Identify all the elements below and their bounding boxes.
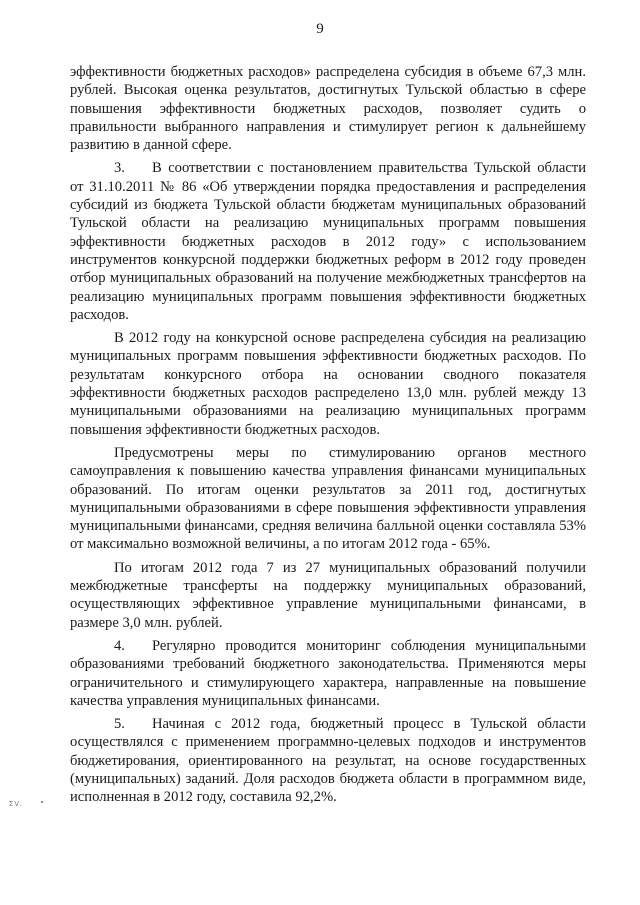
paragraph-7-text: Начиная с 2012 года, бюджетный процесс в Тульской области осуществлялся с применением программно-целевых подходов и инструментов бюджетирования, ориентированного на результат, на основе государственных (муниципальных) заданий. Доля расходов бюджета области в программном виде, исполненная в 2012 году, составила 92,2%. [70,716,586,806]
margin-dot [41,801,43,803]
paragraph-7-number: 5. [114,716,125,733]
paragraph-2-text: В соответствии с постановлением правительства Тульской области от 31.10.2011 № 86 «Об утверждении порядка предоставления и распределения субсидий из бюджета Тульской области бюджетам муниципальных образований Тульской области на реализацию муниципальных программ повышения эффективности бюджетных расходов в 2012 году» с использованием инструментов конкурсной поддержки бюджетных реформ в 2012 году проведен отбор муниципальных образований на получение межбюджетных трансфертов на реализацию муниципальных программ повышения эффективности бюджетных расходов. [70,160,586,323]
paragraph-6 [70,637,586,710]
paragraph-1-text: эффективности бюджетных расходов» распределена субсидия в объеме 67,3 млн. рублей. Высокая оценка результатов, достигнутых Тульской областью в сфере повышения эффективности бюджетных расходов, позволяет судить о правильности выбранного направления и стимулирует регион к дальнейшему развитию в данной сфере. [70,64,586,154]
margin-mark: ΣV. [9,801,23,808]
paragraph-5-text: По итогам 2012 года 7 из 27 муниципальных образований получили межбюджетные трансферты на поддержку муниципальных образований, осуществляющих эффективное управление муниципальными финансами, в размере 3,0 млн. рублей. [70,559,586,631]
paragraph-5 [70,559,586,632]
paragraph-4-text: Предусмотрены меры по стимулированию органов местного самоуправления к повышению качества управления финансами муниципальных образований. По итогам оценки результатов за 2011 год, достигнутых муниципальными образованиями в сфере повышения эффективности управления муниципальными финансами, средняя величина балльной оценки составляла 53% от максимально возможной величины, а по итогам 2012 года - 65%. [70,444,586,553]
paragraph-6-text: Регулярно проводится мониторинг соблюдения муниципальными образованиями требований бюджетного законодательства. Применяются меры ограничительного и стимулирующего характера, направленные на повышение качества управления муниципальных финансами. [70,637,586,709]
paragraph-2 [70,159,586,324]
paragraph-1 [70,63,586,154]
paragraph-4 [70,444,586,554]
body-text [70,63,586,807]
paragraph-7 [70,715,586,806]
paragraph-2-number: 3. [114,160,125,177]
page-number: 9 [316,21,324,37]
paragraph-3 [70,329,586,439]
paragraph-6-number: 4. [114,637,125,654]
paragraph-3-text: В 2012 году на конкурсной основе распределена субсидия на реализацию муниципальных программ повышения эффективности бюджетных расходов. По результатам конкурсного отбора на основании сводного показателя эффективности бюджетных расходов распределено 13,0 млн. рублей между 13 муниципальными образованиями на реализацию муниципальных программ повышения эффективности бюджетных расходов. [70,330,586,438]
